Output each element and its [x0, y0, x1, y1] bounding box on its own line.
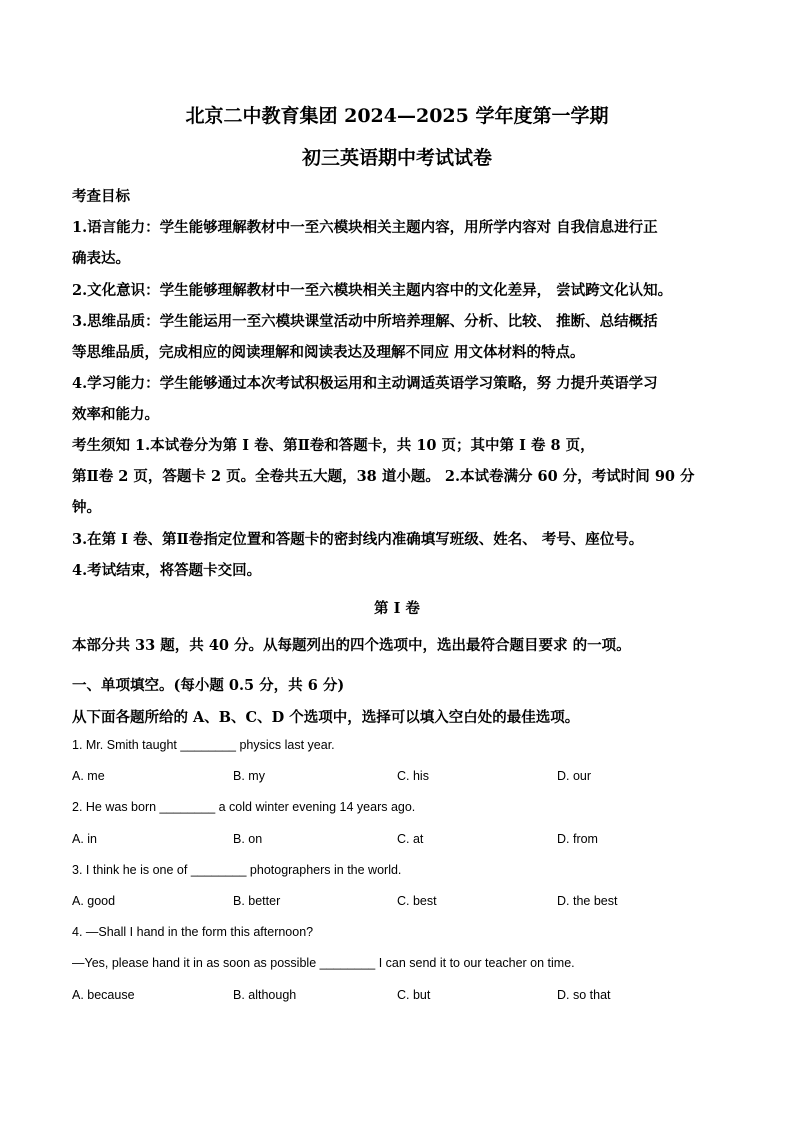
option-a: A. good — [72, 894, 116, 908]
objective-line: 等思维品质，完成相应的阅读理解和阅读表达及理解不同应 用文体材料的特点。 — [72, 344, 585, 361]
option-c: C. at — [397, 832, 424, 846]
option-d: D. our — [557, 769, 592, 783]
option-b: B. my — [233, 769, 265, 783]
section-title: 一、单项填空。(每小题 0.5 分，共 6 分) — [72, 677, 345, 694]
objective-line: 效率和能力。 — [72, 406, 159, 423]
option-d: D. the best — [557, 894, 618, 908]
option-d: D. from — [557, 832, 598, 846]
option-d: D. so that — [557, 988, 611, 1002]
exam-subtitle: 初三英语期中考试试卷 — [301, 147, 492, 169]
objective-line: 3.思维品质：学生能运用一至六模块课堂活动中所培养理解、分析、比较、 推断、总结概括 — [72, 313, 658, 330]
notice-line: 3.在第 I 卷、第Ⅱ卷指定位置和答题卡的密封线内准确填写班级、姓名、 考号、座位号。 — [72, 531, 644, 548]
option-b: B. on — [233, 832, 263, 846]
question-stem: 4. —Shall I hand in the form this afternoon? — [72, 925, 314, 939]
option-b: B. better — [233, 894, 281, 908]
notice-line: 第Ⅱ卷 2 页，答题卡 2 页。全卷共五大题，38 道小题。 2.本试卷满分 60 分，考试时间 90 分 — [72, 468, 695, 485]
option-a: A. me — [72, 769, 105, 783]
objective-line: 2.文化意识：学生能够理解教材中一至六模块相关主题内容中的文化差异， 尝试跨文化认知。 — [72, 282, 673, 299]
question-stem-continued: —Yes, please hand it in as soon as possible ________ I can send it to our teacher on time. — [72, 956, 575, 970]
notice-line: 钟。 — [72, 499, 101, 516]
question-stem: 2. He was born ________ a cold winter evening 14 years ago. — [72, 800, 416, 814]
objective-line: 4.学习能力：学生能够通过本次考试积极运用和主动调适英语学习策略，努 力提升英语学习 — [72, 375, 658, 392]
option-c: C. but — [397, 988, 431, 1002]
part-intro: 本部分共 33 题，共 40 分。从每题列出的四个选项中，选出最符合题目要求 的一项。 — [72, 637, 631, 654]
objective-line: 1.语言能力：学生能够理解教材中一至六模块相关主题内容，用所学内容对 自我信息进行正 — [72, 219, 658, 236]
section-instruction: 从下面各题所给的 A、B、C、D 个选项中，选择可以填入空白处的最佳选项。 — [72, 709, 580, 726]
option-c: C. his — [397, 769, 429, 783]
objective-line: 确表达。 — [72, 250, 130, 267]
question-stem: 3. I think he is one of ________ photographers in the world. — [72, 863, 402, 877]
option-a: A. because — [72, 988, 135, 1002]
option-c: C. best — [397, 894, 437, 908]
objectives-heading: 考查目标 — [72, 188, 130, 205]
option-a: A. in — [72, 832, 98, 846]
question-stem: 1. Mr. Smith taught ________ physics last year. — [72, 738, 335, 752]
exam-title: 北京二中教育集团 2024—2025 学年度第一学期 — [185, 105, 609, 127]
notice-line: 4.考试结束，将答题卡交回。 — [72, 562, 262, 579]
option-b: B. although — [233, 988, 297, 1002]
notice-line: 考生须知 1.本试卷分为第 I 卷、第Ⅱ卷和答题卡，共 10 页；其中第 I 卷 8 页， — [72, 437, 595, 454]
part-heading: 第 I 卷 — [374, 600, 420, 617]
